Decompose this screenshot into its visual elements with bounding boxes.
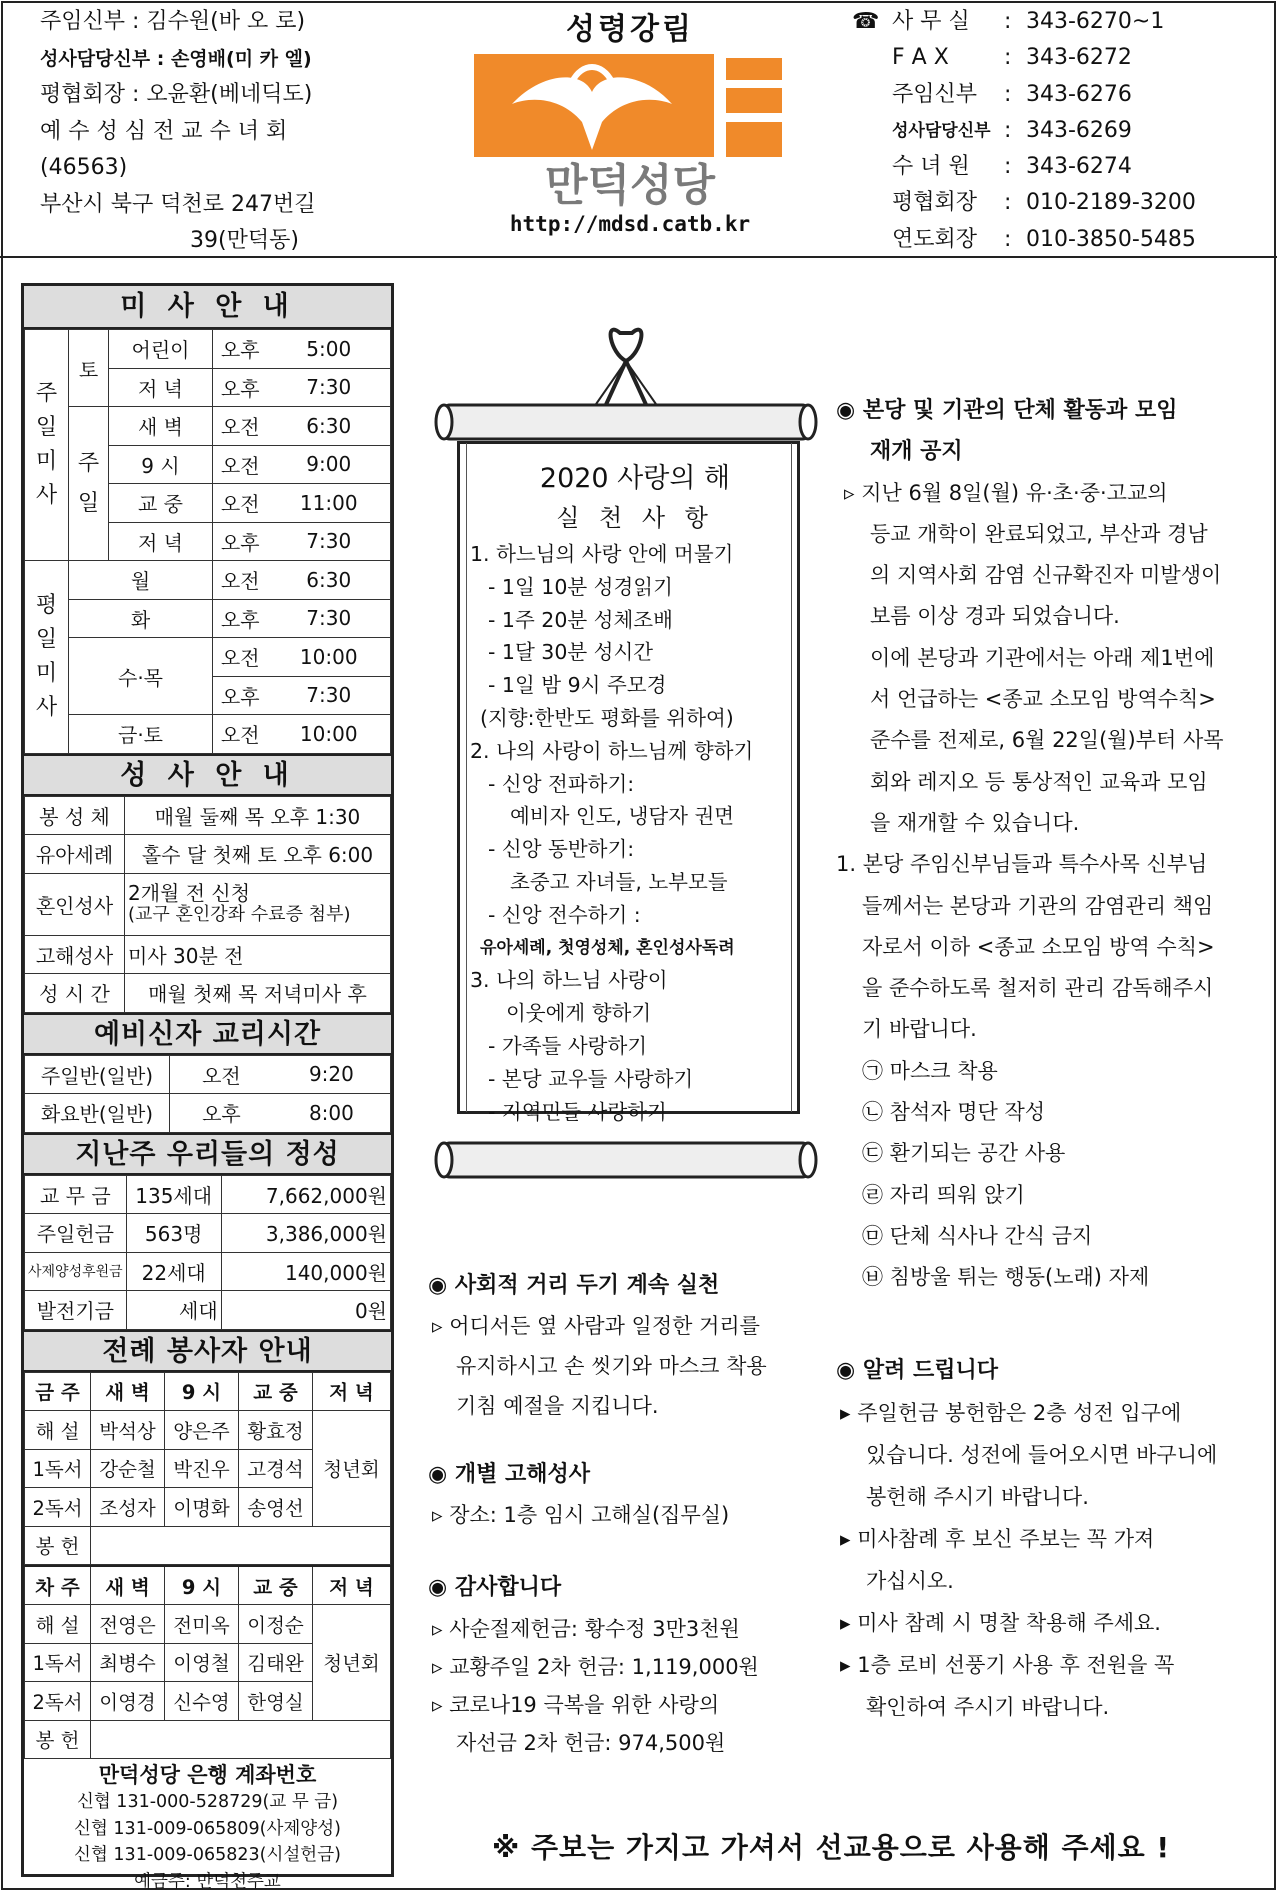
table-cell: 저 녁 xyxy=(313,1566,391,1605)
table-cell: 매월 둘째 목 오후 1:30 xyxy=(125,796,391,835)
contact-row: 수 녀 원 : 343-6274 xyxy=(892,154,1132,180)
table-cell: 주일 xyxy=(69,407,109,561)
bullet-icon: ◉ xyxy=(428,1462,448,1487)
table-cell: 교 중 xyxy=(239,1566,313,1605)
sunday-mass-label: 주일미사 xyxy=(25,330,69,561)
sacrament-priest-line: 성사담당신부 : 손영배(미 카 엘) xyxy=(40,47,312,70)
notice-confession: ◉ 개별 고해성사 ▹ 장소: 1층 임시 고해실(집무실) xyxy=(428,1455,828,1535)
table-cell: 봉 헌 xyxy=(25,1526,91,1565)
table-cell: 오후 xyxy=(213,676,268,715)
scroll-line: - 1일 10분 성경읽기 xyxy=(488,574,673,599)
table-cell: 7:30 xyxy=(268,599,391,638)
table-cell: 오후 xyxy=(213,368,268,407)
table-cell: 오전 xyxy=(213,638,268,677)
table-cell: 금·토 xyxy=(69,715,213,754)
scroll-title: 2020 사랑의 해 xyxy=(539,463,731,494)
table-cell: 교 무 금 xyxy=(25,1175,127,1214)
notice-reopening: ◉ 본당 및 기관의 단체 활동과 모임 재개 공지 ▹ 지난 6월 8일(월) 유·초·중·고교의 등교 개학이 완료되었고, 부산과 경남 의 지역사회 감염 신규확진자 미발생이 보름 이상 경과 되었습니다. 이에 본당과 기관에서는 아래 제1번에 서 언급하는 <종교 소모임 방역수칙> 준수를 전제로, 6월 22일(월)부터 사목 회와 레지오 등 통상적인 교육과 모임 을 재개할 수 있습니다. 1. 본당 주임신부님들과 특수사목 신부님 들께서는 본당과 기관의 감염관리 책임 자로서 이하 <종교 소모임 방역 수칙> 을 준수하도록 철저히 관리 감독해주시 기 바랍니다. ㉠ 마스크 착용 ㉡ 참석자 명단 작성 ㉢ 환기되는 공간 사용 ㉣ 자리 띄워 앉기 ㉤ 단체 식사나 간식 금지 ㉥ 침방울 튀는 행동(노래) 자제 xyxy=(836,390,1266,1299)
table-cell: 최병수 xyxy=(91,1643,165,1682)
scroll-line: (지향:한반도 평화를 위하여) xyxy=(480,705,734,730)
scroll-line: 3. 나의 하느님 사랑이 xyxy=(470,968,668,993)
contact-row: 주임신부 : 343-6276 xyxy=(892,81,1132,107)
table-cell: 오전 xyxy=(213,484,268,523)
notice-title: ◉ 알려 드립니다 xyxy=(836,1358,999,1383)
table-cell: 1독서 xyxy=(25,1449,91,1488)
table-cell: 홀수 달 첫째 토 오후 6:00 xyxy=(125,835,391,874)
table-cell: 성 시 간 xyxy=(25,974,125,1013)
table-cell: 5:00 xyxy=(268,330,391,369)
table-cell: 7:30 xyxy=(268,522,391,561)
contact-row: F A X : 343-6272 xyxy=(892,45,1132,71)
mass-table xyxy=(24,329,391,754)
table-cell: 저 녁 xyxy=(109,522,213,561)
postal-code: (46563) xyxy=(40,155,128,180)
table-cell: 신수영 xyxy=(165,1682,239,1721)
table-cell: 7:30 xyxy=(268,676,391,715)
table-cell: 화 xyxy=(69,599,213,638)
table-cell: 7,662,000원 xyxy=(221,1175,390,1214)
contact-row: 성사담당신부 : 343-6269 xyxy=(892,117,1132,143)
table-cell: 140,000원 xyxy=(221,1252,390,1291)
scroll-line: - 1달 30분 성시간 xyxy=(488,640,654,665)
table-cell: 9 시 xyxy=(165,1372,239,1411)
contact-row: 연도회장 : 010-3850-5485 xyxy=(892,226,1196,252)
table-cell: 9:20 xyxy=(273,1055,391,1094)
bullet-icon: ◉ xyxy=(836,1358,856,1383)
table-cell: 6:30 xyxy=(268,561,391,600)
table-cell: 2개월 전 신청 (교구 혼인강좌 수료증 첨부) xyxy=(125,873,391,935)
table-cell: 김태완 xyxy=(239,1643,313,1682)
address-line-2: 39(만덕동) xyxy=(190,228,299,253)
table-cell: 6:30 xyxy=(268,407,391,446)
table-cell: 발전기금 xyxy=(25,1291,127,1330)
table-cell xyxy=(91,1526,391,1565)
weekday-mass-label: 평일미사 xyxy=(25,561,69,754)
table-cell: 이정순 xyxy=(239,1605,313,1644)
table-cell: 고해성사 xyxy=(25,935,125,974)
table-cell: 양은주 xyxy=(165,1411,239,1450)
table-cell: 2독서 xyxy=(25,1682,91,1721)
bank-account-line: 신협 131-000-528729(교 무 금) xyxy=(76,1792,339,1812)
table-cell: 황효정 xyxy=(239,1411,313,1450)
liturgical-title: 성령강림 xyxy=(566,12,694,47)
council-president-line: 평협회장 : 오윤환(베네딕도) xyxy=(40,82,313,107)
servers-table-this-week xyxy=(24,1372,391,1566)
table-cell: 유아세례 xyxy=(25,835,125,874)
table-cell: 오전 xyxy=(170,1055,273,1094)
mass-section-title: 미 사 안 내 xyxy=(24,286,391,329)
table-cell: 10:00 xyxy=(268,638,391,677)
table-cell: 토 xyxy=(69,330,109,407)
scroll-line: 이웃에게 향하기 xyxy=(506,1001,652,1026)
table-cell: 사제양성후원금 xyxy=(25,1252,127,1291)
footer-message: ※ 주보는 가지고 가셔서 선교용으로 사용해 주세요 ! xyxy=(492,1831,1171,1864)
table-cell: 11:00 xyxy=(268,484,391,523)
bullet-icon: ◉ xyxy=(428,1575,448,1600)
parish-logo xyxy=(472,52,788,210)
scroll-line: - 본당 교우들 사랑하기 xyxy=(488,1066,694,1091)
bank-title: 만덕성당 은행 계좌번호 xyxy=(98,1763,317,1787)
table-cell: 청년회 xyxy=(313,1411,391,1527)
notice-announcements: ◉ 알려 드립니다 ▸ 주일헌금 봉헌함은 2층 성전 입구에 있습니다. 성전에 들어오시면 바구니에 봉헌해 주시기 바랍니다. ▸ 미사참례 후 보신 주보는 꼭 가져 가십시오. ▸ 미사 참례 시 명찰 착용해 주세요. ▸ 1층 로비 선풍기 사용 후 전원을 꼭 확인하여 주시기 바랍니다. xyxy=(836,1350,1266,1728)
table-cell: 교 중 xyxy=(239,1372,313,1411)
notice-thanks: ◉ 감사합니다 ▹ 사순절제헌금: 황수정 3만3천원 ▹ 교황주일 2차 헌금: 1,119,000원 ▹ 코로나19 극복을 위한 사랑의 자선금 2차 헌금: 974,500원 xyxy=(428,1566,828,1762)
table-cell: 오후 xyxy=(213,599,268,638)
scroll-line: - 신앙 동반하기: xyxy=(488,837,635,862)
table-cell: 135세대 xyxy=(126,1175,221,1214)
table-cell: 봉 헌 xyxy=(25,1720,91,1759)
header-center xyxy=(470,4,790,236)
offering-section-title: 지난주 우리들의 정성 xyxy=(24,1133,391,1175)
scroll-line: 예비자 인도, 냉담자 권면 xyxy=(510,804,735,829)
table-cell: 주일반(일반) xyxy=(25,1055,170,1094)
offering-table xyxy=(24,1175,391,1330)
table-cell: 청년회 xyxy=(313,1605,391,1721)
table-cell: 2독서 xyxy=(25,1488,91,1527)
table-cell: 전영은 xyxy=(91,1605,165,1644)
table-cell: 조성자 xyxy=(91,1488,165,1527)
phone-icon: ☎ xyxy=(852,9,880,34)
table-cell: 563명 xyxy=(126,1214,221,1253)
scroll-line: - 신앙 전수하기 : xyxy=(488,902,641,927)
table-cell: 9 시 xyxy=(109,445,213,484)
table-cell: 혼인성사 xyxy=(25,873,125,935)
table-cell: 0원 xyxy=(221,1291,390,1330)
servers-table-next-week xyxy=(24,1565,391,1759)
servers-section-title: 전례 봉사자 안내 xyxy=(24,1330,391,1372)
table-cell: 8:00 xyxy=(273,1094,391,1133)
table-cell: 어린이 xyxy=(109,330,213,369)
sisters-line: 예 수 성 심 전 교 수 녀 회 xyxy=(40,118,288,144)
table-cell: 박석상 xyxy=(91,1411,165,1450)
parish-url[interactable]: http://mdsd.catb.kr xyxy=(509,212,751,236)
table-cell xyxy=(91,1720,391,1759)
scroll-line: 유아세례, 첫영성체, 혼인성사독려 xyxy=(480,937,735,958)
scroll-line: 초중고 자녀들, 노부모들 xyxy=(510,869,728,894)
table-cell: 주일헌금 xyxy=(25,1214,127,1253)
table-cell: 봉 성 체 xyxy=(25,796,125,835)
table-cell: 3,386,000원 xyxy=(221,1214,390,1253)
notice-distancing: ◉ 사회적 거리 두기 계속 실천 ▹ 어디서든 옆 사람과 일정한 거리를 유지하시고 손 씻기와 마스크 착용 기침 예절을 지킵니다. xyxy=(428,1266,828,1426)
bullet-icon: ◉ xyxy=(836,398,856,423)
bank-accounts xyxy=(24,1759,391,1891)
table-cell: 오전 xyxy=(213,407,268,446)
scroll-line: - 가족들 사랑하기 xyxy=(488,1033,648,1058)
catechumen-table xyxy=(24,1055,391,1133)
notice-title: ◉ 개별 고해성사 xyxy=(428,1462,591,1487)
table-cell: 송영선 xyxy=(239,1488,313,1527)
table-cell: 새 벽 xyxy=(91,1566,165,1605)
scroll-banner xyxy=(434,323,818,1183)
table-cell: 저 녁 xyxy=(313,1372,391,1411)
table-cell: 한영실 xyxy=(239,1682,313,1721)
pastor-line: 주임신부 : 김수원(바 오 로) xyxy=(40,9,306,34)
notice-title: ◉ 본당 및 기관의 단체 활동과 모임 xyxy=(836,398,1178,423)
table-cell: 차 주 xyxy=(25,1566,91,1605)
table-cell: 월 xyxy=(69,561,213,600)
contact-row: ☎ 사 무 실 : 343-6270~1 xyxy=(852,4,1272,40)
table-cell: 화요반(일반) xyxy=(25,1094,170,1133)
table-cell: 오전 xyxy=(213,715,268,754)
table-cell: 새 벽 xyxy=(91,1372,165,1411)
table-cell: 9:00 xyxy=(268,445,391,484)
table-cell: 박진우 xyxy=(165,1449,239,1488)
table-cell: 강순철 xyxy=(91,1449,165,1488)
scroll-line: - 지역민들 사랑하기 xyxy=(488,1099,667,1124)
header-contacts xyxy=(852,4,1272,258)
scroll-line: 2. 나의 사랑이 하느님께 향하기 xyxy=(470,738,754,763)
scroll-line: 1. 하느님의 사랑 안에 머물기 xyxy=(470,542,734,566)
table-cell: 이영경 xyxy=(91,1682,165,1721)
bank-holder: 예금주: 만덕천주교 xyxy=(134,1871,281,1891)
scroll-line: - 1주 20분 성체조배 xyxy=(488,607,673,632)
table-cell: 10:00 xyxy=(268,715,391,754)
table-cell: 미사 30분 전 xyxy=(125,935,391,974)
table-cell: 오후 xyxy=(213,330,268,369)
table-cell: 세대 xyxy=(126,1291,221,1330)
table-cell: 전미옥 xyxy=(165,1605,239,1644)
table-cell: 금 주 xyxy=(25,1372,91,1411)
notice-title: ◉ 사회적 거리 두기 계속 실천 xyxy=(428,1273,720,1298)
table-cell: 오후 xyxy=(170,1094,273,1133)
table-cell: 오후 xyxy=(213,522,268,561)
table-cell: 이명화 xyxy=(165,1488,239,1527)
table-cell: 7:30 xyxy=(268,368,391,407)
logo-text: 만덕성당 xyxy=(544,160,716,210)
scroll-line: - 신앙 전파하기: xyxy=(488,771,635,796)
catechumen-section-title: 예비신자 교리시간 xyxy=(24,1013,391,1055)
table-cell: 매월 첫째 목 저녁미사 후 xyxy=(125,974,391,1013)
address-line: 부산시 북구 덕천로 247번길 xyxy=(40,191,316,217)
table-cell: 고경석 xyxy=(239,1449,313,1488)
scroll-text xyxy=(470,460,800,1128)
table-cell: 저 녁 xyxy=(109,368,213,407)
left-info-column xyxy=(21,283,394,1891)
table-cell: 이영철 xyxy=(165,1643,239,1682)
table-cell: 오전 xyxy=(213,561,268,600)
table-cell: 해 설 xyxy=(25,1605,91,1644)
scroll-line: - 1일 밤 9시 주모경 xyxy=(488,673,667,698)
table-cell: 1독서 xyxy=(25,1643,91,1682)
table-cell: 수·목 xyxy=(69,638,213,715)
contact-row: 평협회장 : 010-2189-3200 xyxy=(892,190,1196,216)
table-cell: 오전 xyxy=(213,445,268,484)
sacrament-section-title: 성 사 안 내 xyxy=(24,754,391,796)
table-cell: 새 벽 xyxy=(109,407,213,446)
bank-account-line: 신협 131-009-065823(시설헌금) xyxy=(74,1845,341,1865)
table-cell: 해 설 xyxy=(25,1411,91,1450)
table-cell: 9 시 xyxy=(165,1566,239,1605)
header-left-info xyxy=(40,4,420,260)
bullet-icon: ◉ xyxy=(428,1273,448,1298)
scroll-subtitle: 실 천 사 항 xyxy=(556,504,714,532)
table-cell: 교 중 xyxy=(109,484,213,523)
bank-account-line: 신협 131-009-065809(사제양성) xyxy=(74,1818,341,1839)
table-cell: 22세대 xyxy=(126,1252,221,1291)
sacrament-table xyxy=(24,796,391,1013)
notice-title: ◉ 감사합니다 xyxy=(428,1575,562,1600)
